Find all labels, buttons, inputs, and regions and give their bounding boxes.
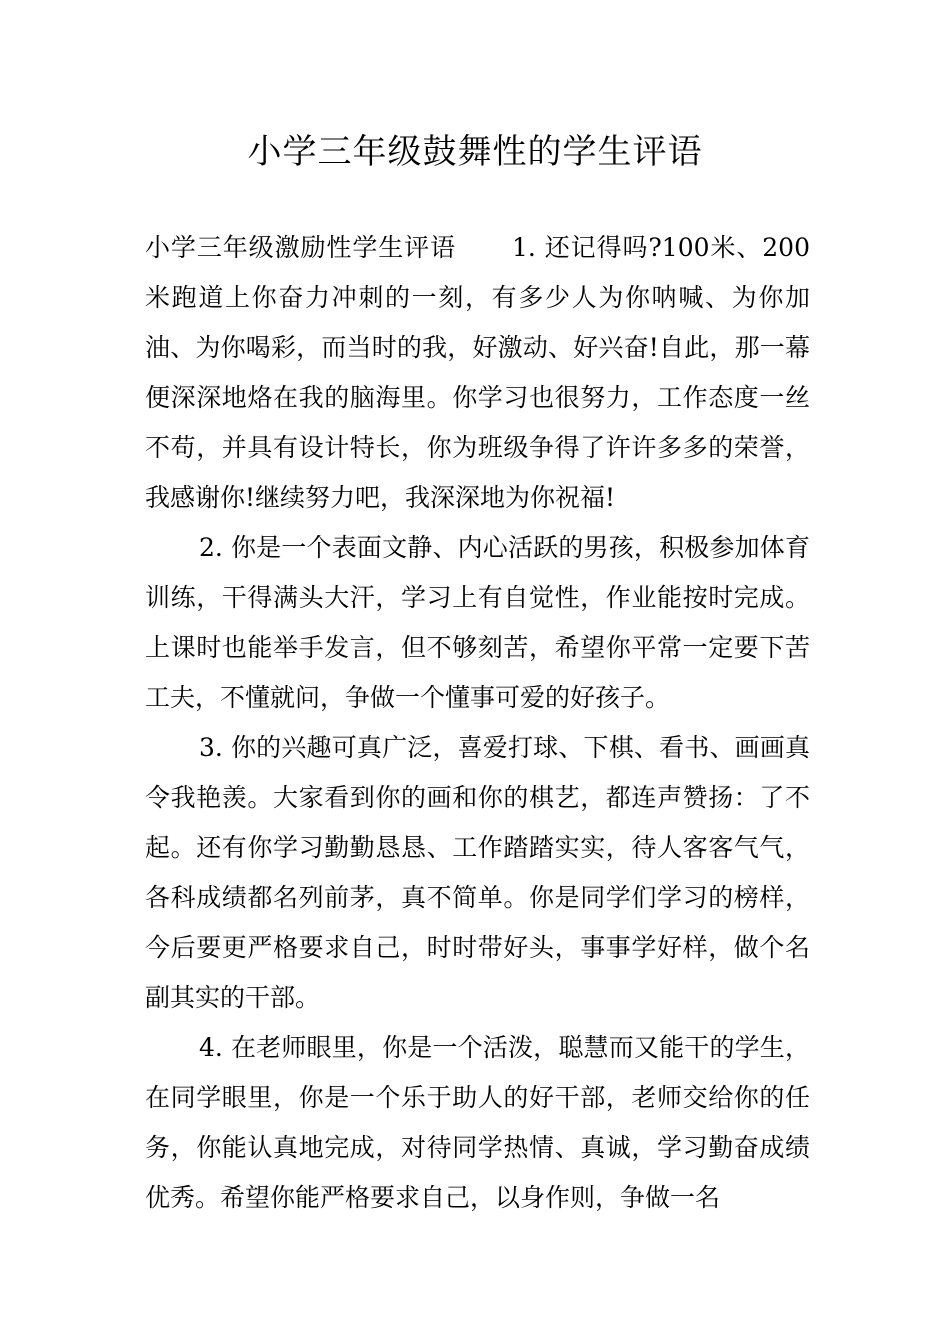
paragraph-3: 3. 你的兴趣可真广泛，喜爱打球、下棋、看书、画画真令我艳羡。大家看到你的画和你的棋艺，都连声赞扬：了不起。还有你学习勤勤恳恳、工作踏踏实实，待人客客气气，各科成绩都名列前茅，真不简单。你是同学们学习的榜样，今后要更严格要求自己，时时带好头，事事学好样，做个名副其实的干部。 xyxy=(145,733,810,1012)
paragraph-text: 1. 还记得吗?100米、200米跑道上你奋力冲刺的一刻，有多少人为你呐喊、为你加油、为你喝彩，而当时的我，好激动、好兴奋!自此，那一幕便深深地烙在我的脑海里。你学习也很努力，工作态度一丝不苟，并具有设计特长，你为班级争得了许许多多的荣誉，我感谢你!继续努力吧，我深深地为你祝福! xyxy=(145,233,810,512)
page-title: 小学三年级鼓舞性的学生评语 xyxy=(247,132,703,172)
paragraph-4: 4. 在老师眼里，你是一个活泼，聪慧而又能干的学生，在同学眼里，你是一个乐于助人的好干部，老师交给你的任务，你能认真地完成，对待同学热情、真诚，学习勤奋成绩优秀。希望你能严格要求自己，以身作则，争做一名 xyxy=(145,1033,810,1212)
paragraph-1 xyxy=(145,223,810,523)
document-body xyxy=(145,223,810,1223)
intro-heading: 小学三年级激励性学生评语 xyxy=(145,233,457,262)
paragraph-2: 2. 你是一个表面文静、内心活跃的男孩，积极参加体育训练，干得满头大汗，学习上有自觉性，作业能按时完成。上课时也能举手发言，但不够刻苦，希望你平常一定要下苦工夫，不懂就问，争做一个懂事可爱的好孩子。 xyxy=(145,533,810,712)
